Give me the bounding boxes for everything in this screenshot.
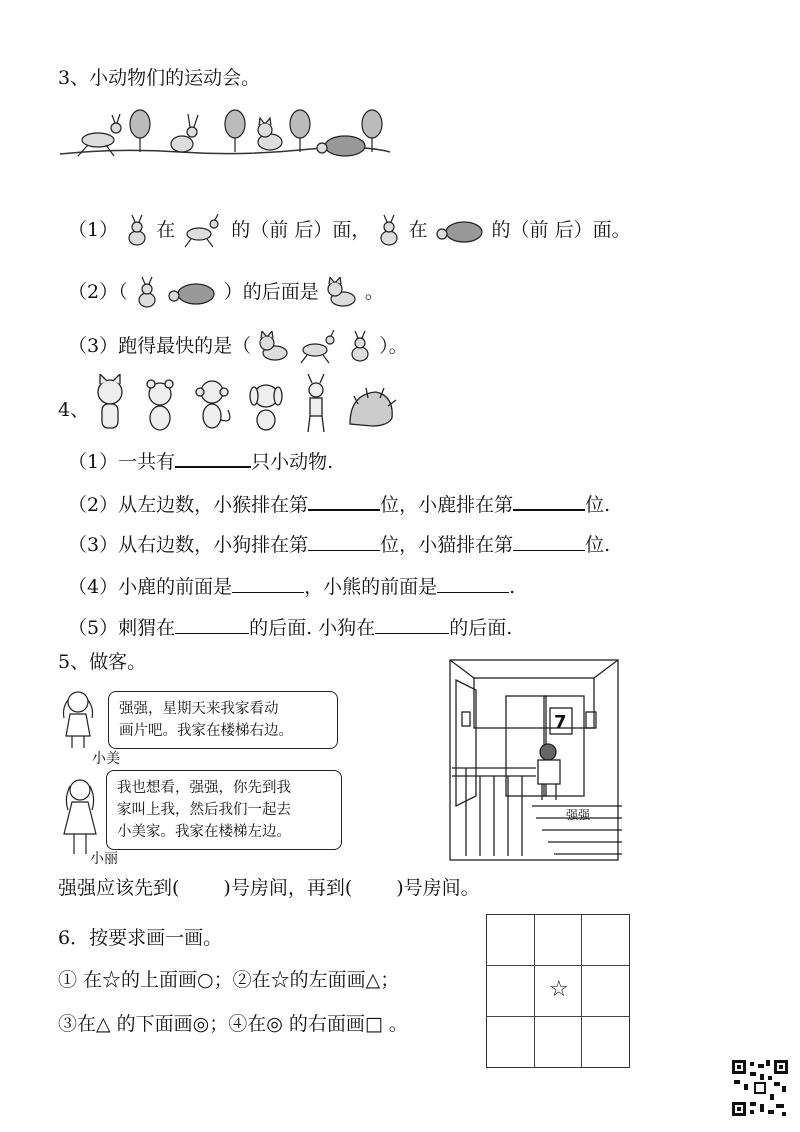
- dog-icon: [250, 385, 282, 430]
- rabbit-icon: [134, 276, 160, 310]
- text: 的后面.: [449, 617, 513, 639]
- bear-icon: [147, 380, 173, 430]
- answer-blank[interactable]: [308, 491, 380, 511]
- q6-line2: ③在△ 的下面画◎；④在◎ 的右面画□ 。: [58, 1013, 408, 1035]
- q6-title: 6．按要求画一画。: [58, 927, 223, 949]
- bubble-text: 小美家。我家在楼梯左边。: [117, 824, 291, 840]
- answer-blank[interactable]: [437, 574, 509, 593]
- text: .: [509, 576, 516, 598]
- text: 强强应该先到(: [58, 877, 180, 899]
- drawing-grid[interactable]: [486, 914, 630, 1068]
- bubble-text: 我也想看，强强，你先到我: [117, 780, 291, 796]
- text: （2）从左边数，小猴排在第: [68, 494, 309, 516]
- tree-icon: [225, 110, 245, 152]
- text: 的后面. 小狗在: [249, 617, 376, 639]
- girl2-name: 小丽: [90, 851, 118, 867]
- q4-line4: [68, 574, 515, 599]
- speech-bubble-xiaomei: [108, 691, 338, 749]
- tortoise-icon: [434, 216, 486, 246]
- answer-blank[interactable]: [175, 615, 249, 634]
- rabbit-icon: [347, 330, 373, 364]
- q5-answer-line: [58, 876, 480, 900]
- q4-title: 4、: [58, 399, 90, 421]
- deer-icon: [78, 114, 121, 156]
- text: 的（前 后）面，: [231, 219, 371, 241]
- cat-icon: [257, 331, 291, 363]
- girl1-name: 小美: [92, 751, 120, 767]
- cat-icon: [98, 374, 122, 428]
- text: 。: [364, 281, 384, 303]
- stairwell-illustration: [446, 656, 622, 866]
- text: ）。: [379, 335, 408, 357]
- speech-bubble-xiaoli: [106, 770, 342, 850]
- item-number: （2）（: [68, 281, 128, 303]
- text: 的（前 后）面。: [491, 219, 631, 241]
- answer-blank[interactable]: [175, 448, 251, 468]
- cat-icon: [258, 118, 282, 150]
- q4-line1: [68, 448, 333, 474]
- answer-blank[interactable]: [308, 532, 380, 551]
- text: 只小动物.: [251, 451, 334, 473]
- girl-xiaoli-illustration: [58, 776, 102, 858]
- race-scene-illustration: [60, 108, 390, 176]
- rabbit-icon: [376, 214, 402, 248]
- text: （3）从右边数，小狗排在第: [68, 534, 309, 556]
- text: 位.: [585, 494, 611, 516]
- text: （4）小鹿的前面是: [68, 576, 233, 598]
- tree-icon: [290, 110, 310, 152]
- text: )号房间。: [396, 877, 480, 899]
- tortoise-icon: [317, 136, 365, 156]
- cat-icon: [325, 277, 359, 309]
- girl-xiaomei-illustration: [58, 688, 102, 750]
- q3-item2: [68, 276, 384, 310]
- animal-lineup-illustration: [88, 374, 398, 436]
- deer-icon: [308, 374, 324, 432]
- star-icon: ☆: [549, 977, 569, 1002]
- bubble-text: 家叫上我，然后我们一起去: [117, 802, 291, 818]
- q4-line5: [68, 615, 512, 640]
- monkey-icon: [196, 381, 230, 428]
- boy-name: 强强: [566, 808, 591, 822]
- q6-line1: ① 在☆的上面画○；②在☆的左面画△；: [58, 969, 400, 991]
- item-number: （3）跑得最快的是（: [68, 335, 252, 357]
- q5-title: 5、做客。: [58, 651, 147, 673]
- text: 位，小鹿排在第: [380, 494, 514, 516]
- tortoise-icon: [166, 278, 218, 308]
- bubble-text: 画片吧。我家在楼梯右边。: [119, 723, 293, 739]
- answer-blank[interactable]: [513, 491, 585, 511]
- text: 位，小猫排在第: [380, 534, 514, 556]
- item-number: （1）: [68, 219, 119, 241]
- rabbit-icon: [171, 114, 198, 152]
- text: （5）刺猬在: [68, 617, 176, 639]
- answer-blank[interactable]: [513, 532, 585, 551]
- text: 在: [408, 219, 428, 241]
- rabbit-icon: [124, 214, 150, 248]
- text: ，小熊的前面是: [304, 576, 438, 598]
- text: ）的后面是: [223, 281, 319, 303]
- q3-title: 3、小动物们的运动会。: [58, 67, 261, 89]
- hedgehog-icon: [350, 388, 396, 426]
- q3-item3: [68, 330, 408, 364]
- tree-icon: [130, 110, 150, 152]
- text: 位.: [585, 534, 611, 556]
- deer-icon: [181, 214, 225, 248]
- answer-blank[interactable]: [375, 615, 449, 634]
- door-number: 7: [554, 712, 567, 733]
- q4-line2: [68, 491, 610, 517]
- answer-blank[interactable]: [232, 574, 304, 593]
- q3-item1: [68, 214, 631, 248]
- text: )号房间，再到(: [223, 877, 353, 899]
- qr-code: [730, 1058, 790, 1118]
- q4-line3: [68, 532, 610, 557]
- text: 在: [156, 219, 176, 241]
- deer-icon: [297, 330, 341, 364]
- bubble-text: 强强，星期天来我家看动: [119, 701, 279, 717]
- text: （1）一共有: [68, 451, 176, 473]
